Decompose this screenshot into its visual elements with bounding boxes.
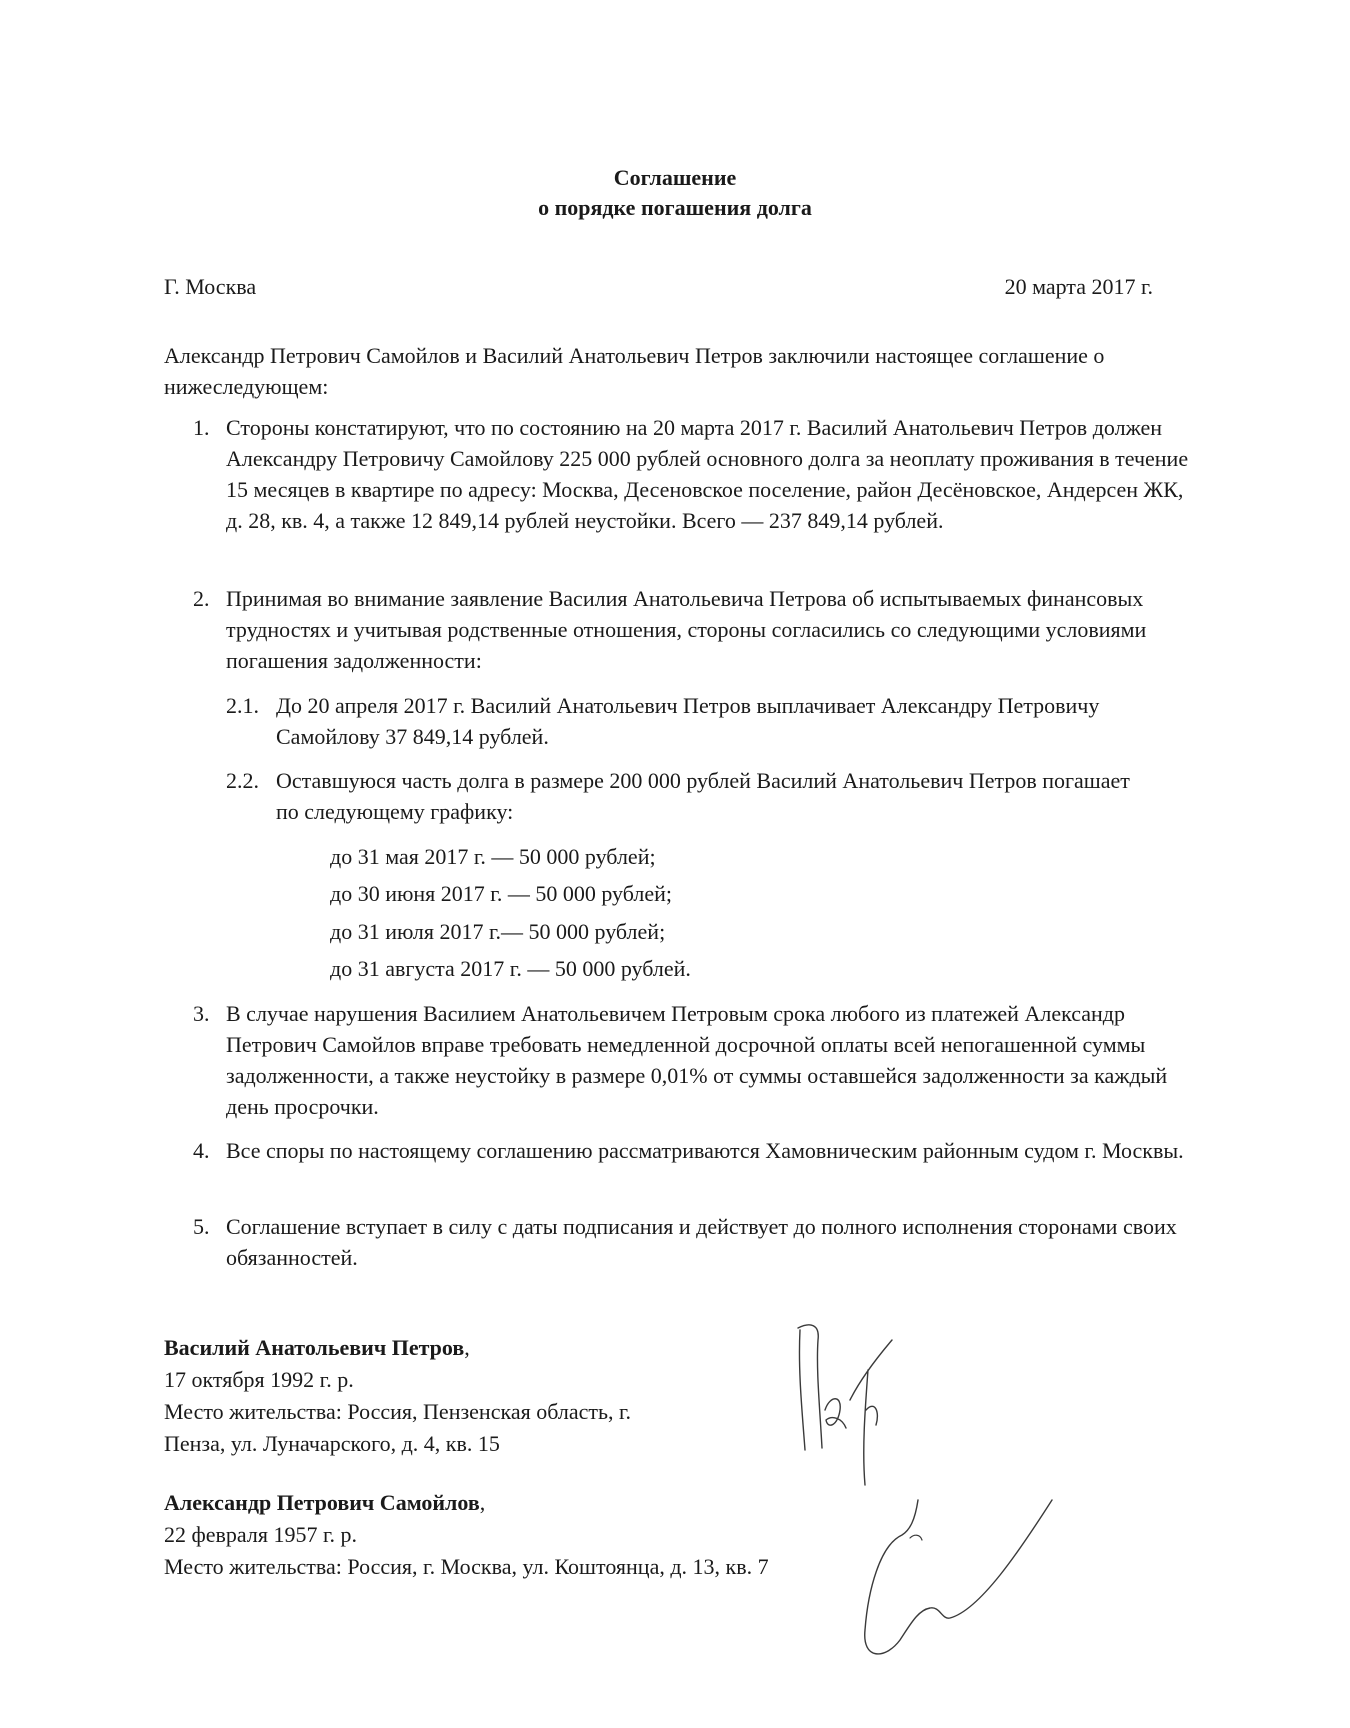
- place-of-signing: Г. Москва: [164, 274, 257, 299]
- party-samoylov-name-line: Александр Петрович Самойлов,: [164, 1490, 486, 1515]
- subitem-2-2-text: Оставшуюся часть долга в размере 200 000 рублей Василий Анатольевич Петров погашает по следующему графику:: [276, 768, 1130, 824]
- schedule-line-4: до 31 августа 2017 г. — 50 000 рублей.: [330, 956, 691, 981]
- document-subtitle: о порядке погашения долга: [538, 195, 812, 220]
- item-number-4: 4.: [193, 1138, 210, 1163]
- item-number-2: 2.: [193, 586, 210, 611]
- party-petrov-birth: 17 октября 1992 г. р.: [164, 1367, 354, 1392]
- agreement-date: 20 марта 2017 г.: [1004, 274, 1153, 299]
- item-1-text: Стороны констатируют, что по состоянию на 20 марта 2017 г. Василий Анатольевич Петров должен Александру Петровичу Самойлову 225 000 рублей основного долга за неоплату проживания в течение 15 месяцев в квартире по адресу: Москва, Десеновское поселение, район Десёновское, Андерсен ЖК, д. 28, кв. 4, а также 12 849,14 рублей неустойки. Всего — 237 849,14 рублей.: [226, 415, 1189, 533]
- petrov-signature: [780, 1300, 910, 1500]
- item-number-5: 5.: [193, 1214, 210, 1239]
- item-number-1: 1.: [193, 415, 210, 440]
- item-4-text: Все споры по настоящему соглашению рассматриваются Хамовническим районным судом г. Москвы.: [226, 1138, 1184, 1163]
- schedule-line-3: до 31 июля 2017 г.— 50 000 рублей;: [330, 919, 666, 944]
- party-petrov-residence-2: Пенза, ул. Луначарского, д. 4, кв. 15: [164, 1431, 500, 1456]
- item-3-text: В случае нарушения Василием Анатольевичем Петровым срока любого из платежей Александр Петрович Самойлов вправе требовать немедленной досрочной оплаты всей непогашенной суммы задолженности, а также неустойку в размере 0,01% от суммы оставшейся задолженности за каждый день просрочки.: [226, 1001, 1168, 1119]
- item-5-text: Соглашение вступает в силу с даты подписания и действует до полного исполнения сторонами своих обязанностей.: [226, 1214, 1177, 1270]
- party-petrov-name: Василий Анатольевич Петров: [164, 1335, 465, 1360]
- party-samoylov-name: Александр Петрович Самойлов: [164, 1490, 480, 1515]
- subitem-2-1-text: До 20 апреля 2017 г. Василий Анатольевич Петров выплачивает Александру Петровичу Самойлову 37 849,14 рублей.: [276, 693, 1100, 749]
- party-petrov-name-line: Василий Анатольевич Петров,: [164, 1335, 470, 1360]
- subitem-number-2-1: 2.1.: [226, 693, 259, 718]
- party-petrov: [164, 1332, 631, 1460]
- schedule-line-1: до 31 мая 2017 г. — 50 000 рублей;: [330, 844, 656, 869]
- subitem-number-2-2: 2.2.: [226, 768, 259, 793]
- schedule-line-2: до 30 июня 2017 г. — 50 000 рублей;: [330, 881, 673, 906]
- party-samoylov-residence-1: Место жительства: Россия, г. Москва, ул. Коштоянца, д. 13, кв. 7: [164, 1554, 769, 1579]
- item-number-3: 3.: [193, 1001, 210, 1026]
- party-petrov-residence-1: Место жительства: Россия, Пензенская область, г.: [164, 1399, 632, 1424]
- samoylov-signature: [840, 1490, 1070, 1680]
- item-2-text: Принимая во внимание заявление Василия Анатольевича Петрова об испытываемых финансовых трудностях и учитывая родственные отношения, стороны согласились со следующими условиями погашения задолженности:: [226, 586, 1147, 673]
- intro-paragraph: Александр Петрович Самойлов и Василий Анатольевич Петров заключили настоящее соглашение о нижеследующем:: [164, 343, 1105, 399]
- party-samoylov-birth: 22 февраля 1957 г. р.: [164, 1522, 358, 1547]
- party-samoylov: [164, 1487, 769, 1583]
- document-title: Соглашение: [613, 165, 737, 190]
